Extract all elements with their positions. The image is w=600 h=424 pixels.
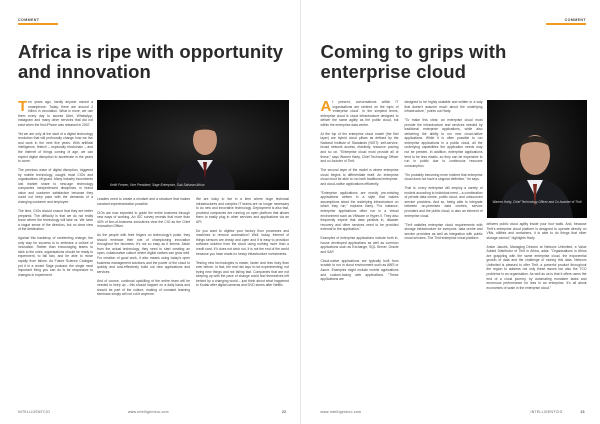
article-title: Africa is ripe with opportunity and innovation [18,41,284,82]
drop-cap: A [320,98,332,115]
paragraph: "Tirrit satisfies enterprise cloud requirements with storage infrastructure for everyone, data centre and service providers as well as integration with public cloud services. The Tirrit enterprise cloud platform [404,222,483,241]
article-column-3 [487,222,587,295]
photo-caption: Keith Fenner, Vice President, Sage Enterprise, Sub-Saharan Africa [110,183,205,187]
paragraph: Against this backdrop of unrelenting change, the only way for success is to embrace a culture of innovation. Rather than encouraging teams to stick to the rules, organisations should be ready to experiment, to fail fast, and be able to move rapidly from failure. As Future Science Cadogan put it in a recent Sage podcast: the single most important thing you can do is be responsive to changes in experiment. [18,236,93,277]
paragraph: "To make this clear, an enterprise cloud must provide the infrastructure and services needed by traditional enterprise applications, while also delivering the ability to run new cloud-native applications. While it is often possible to run enterprise applications in a public cloud, all the underlying capabilities the application needs may not be present. In addition, enterprise applications tend to be less elastic, so they can be expensive to run in public due to continuous resource consumption. [404,118,483,168]
paragraph: The previous wave of digital disruption, triggered by mobile technology, caught most CIOs and organisations off guard. Many industry incumbents lost market share to new-age technology companies inexperienced disciplines in brand value and customer satisfaction because they could not keep pace with the demands of a changing customer and employee. [18,168,93,204]
paragraph: designed to be highly scalable and written in a way that doesn't assume much about the underlying infrastructure," points out Harty. [404,100,483,114]
portrait-image [97,100,289,190]
paragraph: That is, every enterprise will employ a variety of models according to individual need – a combination of private data centre, public cloud, and outsourced service providers. And so, being able to integrate between on-premises data centres, service providers and the public cloud, is also an element of enterprise cloud. [404,186,483,218]
paragraph: The second layer of the model is where enterprise cloud begins to differentiate itself. An enterprise cloud must be able to run both traditional enterprise- and cloud-native applications efficiently. [320,168,399,186]
portrait-photo [97,100,289,190]
paragraph [321,100,399,127]
paragraph: And of course, continual upskilling of the entire team will be needed to keep up – this should happen on a daily basis and should be part of the culture, making of constant learning seminars simply will not cut it anymore. [97,278,190,297]
paragraph: The time, CIOs should ensure that they are better prepared. The difficulty is that we do not really know where the technology will take us. We have a vague sense of the direction, but no clear view of the destination. [18,208,93,232]
section-label: COMMENT [564,18,586,22]
paragraph: CIOs are now expected to guide the entire business through new ways of working. An IDC survey reveals that more than 40% of line-of-business executives view the CIO as the Chief Innovation Officer. [97,210,190,229]
article-column-1 [18,100,93,282]
paragraph: Anton Jacobs, Managing Director at Networx Unlimited, a Value Added Distributor of Tirrit in Africa, adds: "Organisations in Africa are grappling with the same enterprise cloud, the exponential growth of data and the challenge of storing this data. Networx Unlimited is pleased to offer Tirrit, a powerful product throughout the region to address not only these issues but also the TCO problems in an organisation. As well as us is that it offers users the end of a cloud journey, by automating mundane tasks and enormous performance for less in an enterprise. It's all about economies of scale in the enterprise cloud." [486,244,587,290]
section-accent-bar [18,23,58,25]
section-accent-bar [546,23,586,25]
paragraph: Testing new technologies is easier, faster and less risky than ever before. In fact, the real risk lays in not experimenting, not trying new things and not failing fast. Companies that are not keeping up with the pace of change could find themselves left behind by a changing world – just think about what happened to Kodak after digital cameras and DVD stores after Netflix. [196,260,289,288]
paragraph: "Enterprise applications are mostly pre-existing applications written in a style that makes assumptions about the underlying infrastructure on which they run," explains Harty. "For instance, enterprise applications often run in a virtual environment such as VMware or Hyper-V. They also frequently expect that data persists in, disaster recovery and other services need to be provided external to the application." [320,190,399,232]
photo-caption: Warren Harty, Chief Technology Officer and Co-founder of Tirrit [492,200,582,204]
article-column-2 [405,100,483,245]
footer-brand: INTELLIGENTCIO [18,410,51,414]
paragraph: "It's probably becoming more evident that enterprise cloud does not have a singular definition," he says. [404,172,483,182]
article-title: Coming to grips with enterprise cloud [320,41,507,82]
right-page [301,0,600,424]
footer-url[interactable]: www.intelligentcio.com [128,410,169,414]
footer-brand: INTELLIGENTCIO [530,410,563,414]
paragraph: Cloud-native applications are typically built from scratch to run in cloud environment such as AWS or Azure. Examples might include mobile applications and custom-facing web applications. "These applications are [320,258,399,282]
paragraph: Do you want to digitise your factory floor processes and machines to remove automation? Well, today, Internet of things sensors are cheap and open and it is easy to provision software solution from the cloud using nothing more than a credit card. If it does not work out, it is not the end of the world because you have made no heavy infrastructure investments. [196,228,289,256]
paragraph: Leaders need to create a mindset and a structure that makes constant experimentation possible. [97,197,190,206]
article-column-3 [196,197,289,292]
footer-url[interactable]: www.intelligentcio.com [320,410,362,414]
paragraph [18,100,93,127]
paragraph: delivers public cloud agility inside your four walls. And, because Tirrit's enterprise cloud platform is designed to operate directly on VMs, utilities and containers, it is able to do things that other storage cannot," highlights Harty. [486,222,587,240]
drop-cap: T [18,98,28,115]
paragraph: We are lucky to live in a time where huge technical infrastructures and complex IT teams are no longer necessary to do new and innovative technology. Deployment is also fast, provided companies are running on open platform that allows them to easily plug in other services and applications via an API. [196,197,289,224]
article-column-1 [321,100,399,286]
paragraph: Examples of enterprise applications include both in-house developed applications as well as common applications such as Exchange, SQL Server, Oracle and SAP. [320,236,399,254]
article-column-2 [97,197,190,301]
paragraph: At the top of the enterprise cloud model (the first layer) are hybrid cloud pillars as defined by the National Institute of Standards (NIST): self-service, broad network access, elasticity, resource pooling and so on. "Enterprise cloud must provide all of these," says Warren Harty, Chief Technology Officer and co-founder of Tirrit. [320,131,399,164]
section-label: COMMENT [18,18,40,22]
paragraph: Yet we are only at the start of a digital technology revolution that will profoundly change how we live and work in the next five years. With artificial intelligence, fintech – especially blockchain – and the Internet of things coming of age, we can expect digital disruption to accelerate in the years to come. [18,131,93,164]
page-number: 23 [580,410,585,414]
paragraph: As the people with their fingers on technology's pulse, they should embrace their role of championing innovation throughout the business. It's not so easy as it seems. Aside from the actual technology, they need to start creating an open, collaborative culture where digital natives can grow well. For creation of good work, it also means using today's open business management solutions and the power of the cloud to quickly and cost-effectively build out new applications and services. [97,233,190,274]
paragraph-text: en years ago, hardly anyone owned a smartphone. Today, there are around 2 billion in circulation. What is more, we use them every day to access Uber, WhatsApp, Instagram and many other services that did not exist when the first iPhone was released in 2007. [18,100,93,127]
page-number: 22 [282,410,287,414]
paragraph-text: t present, conversations within IT organisations are centred on the topic of 'enterprise cloud'. In the simplest terms, enterprise cloud is cloud infrastructure designed to deliver the same agility as the public cloud, but within the enterprise data centre. [320,100,399,127]
